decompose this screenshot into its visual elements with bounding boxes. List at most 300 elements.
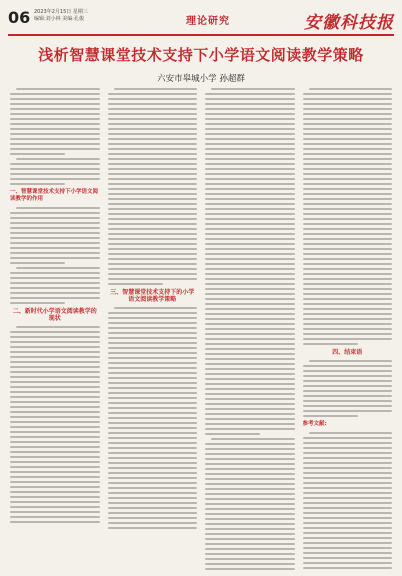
- body-text-line: [108, 337, 198, 339]
- body-text-line: [10, 386, 100, 388]
- body-text-line: [108, 417, 198, 419]
- body-text-line: [10, 103, 100, 105]
- body-text-line: [205, 173, 295, 175]
- body-text-line: [205, 538, 295, 540]
- body-text-line: [108, 233, 198, 235]
- body-text-line: [205, 138, 295, 140]
- body-text-line: [10, 341, 100, 343]
- body-text-line: [10, 336, 100, 338]
- body-text-line: [10, 381, 100, 383]
- body-text-line: [108, 407, 198, 409]
- body-text-line: [10, 426, 100, 428]
- body-text-line: [108, 263, 198, 265]
- body-text-line: [205, 328, 295, 330]
- body-text-line: [10, 252, 100, 254]
- body-text-line: [205, 98, 295, 100]
- body-text-line: [108, 497, 198, 499]
- body-text-line: [211, 438, 295, 440]
- body-text-line: [303, 248, 393, 250]
- body-text-line: [108, 223, 198, 225]
- section-heading: 四、结束语: [332, 349, 363, 356]
- body-text-line: [10, 287, 100, 289]
- body-text-line: [205, 313, 295, 315]
- body-text-line: [108, 442, 198, 444]
- section-heading: 二、新时代小学语文阅读教学的现状: [12, 308, 97, 322]
- body-text-line: [303, 188, 393, 190]
- body-text-line: [108, 273, 198, 275]
- body-text-line: [205, 373, 295, 375]
- body-text-line: [108, 412, 198, 414]
- body-text-line: [108, 153, 198, 155]
- body-text-line: [205, 488, 295, 490]
- body-text-line: [108, 392, 198, 394]
- body-text-line: [10, 411, 100, 413]
- body-text-line: [205, 493, 295, 495]
- body-text-line: [10, 98, 100, 100]
- body-text-line: [108, 98, 198, 100]
- body-text-line: [108, 143, 198, 145]
- body-text-line: [114, 307, 198, 309]
- body-text-line: [205, 263, 295, 265]
- body-text-line: [108, 357, 198, 359]
- body-text-line: [108, 178, 198, 180]
- body-text-line: [303, 118, 393, 120]
- body-text-line: [303, 183, 393, 185]
- body-text-line: [205, 193, 295, 195]
- body-text-line: [108, 487, 198, 489]
- body-text-line: [205, 553, 295, 555]
- body-text-line: [303, 113, 393, 115]
- body-text-line: [10, 138, 100, 140]
- body-text-line: [108, 312, 198, 314]
- body-text-line: [303, 447, 393, 449]
- body-text-line: [205, 333, 295, 335]
- body-text-line: [303, 323, 393, 325]
- body-text-line: [303, 158, 393, 160]
- body-text-line: [303, 462, 393, 464]
- body-text-line: [108, 492, 198, 494]
- body-text-line: [205, 358, 295, 360]
- body-text-line: [108, 228, 198, 230]
- body-text-line: [205, 288, 295, 290]
- body-text-line: [16, 326, 100, 328]
- body-text-line: [108, 372, 198, 374]
- body-text-line: [205, 318, 295, 320]
- body-text-line: [108, 128, 198, 130]
- body-text-line: [205, 348, 295, 350]
- body-text-line: [205, 408, 295, 410]
- body-text-line: [205, 148, 295, 150]
- body-text-line: [303, 542, 393, 544]
- body-text-line: [303, 203, 393, 205]
- body-text-line: [205, 428, 295, 430]
- body-text-line: [205, 93, 295, 95]
- body-text-line: [205, 548, 295, 550]
- body-text-line: [108, 507, 198, 509]
- body-text-line: [108, 188, 198, 190]
- body-text-line: [10, 361, 100, 363]
- body-text-line: [10, 153, 65, 155]
- body-text-line: [303, 138, 393, 140]
- body-text-line: [10, 521, 100, 523]
- body-text-line: [205, 178, 295, 180]
- body-text-line: [10, 516, 100, 518]
- text-column-1: [10, 88, 100, 570]
- body-text-line: [303, 328, 393, 330]
- body-text-line: [108, 198, 198, 200]
- body-text-line: [10, 237, 100, 239]
- body-text-line: [303, 98, 393, 100]
- body-text-line: [211, 88, 295, 90]
- body-text-line: [108, 387, 198, 389]
- body-text-line: [205, 483, 295, 485]
- body-text-line: [303, 467, 393, 469]
- body-text-line: [10, 471, 100, 473]
- body-text-line: [10, 506, 100, 508]
- body-text-line: [108, 283, 163, 285]
- body-text-line: [205, 293, 295, 295]
- body-text-line: [205, 363, 295, 365]
- body-text-line: [205, 498, 295, 500]
- body-text-line: [108, 193, 198, 195]
- body-text-line: [108, 138, 198, 140]
- body-text-line: [303, 338, 393, 340]
- body-text-line: [303, 298, 393, 300]
- body-text-line: [108, 472, 198, 474]
- body-text-line: [108, 362, 198, 364]
- body-text-line: [108, 452, 198, 454]
- body-text-line: [303, 103, 393, 105]
- body-text-line: [205, 248, 295, 250]
- body-text-line: [10, 486, 100, 488]
- body-text-line: [10, 371, 100, 373]
- body-text-line: [303, 452, 393, 454]
- body-text-line: [108, 118, 198, 120]
- body-text-line: [10, 242, 100, 244]
- section-heading: 三、智慧课堂技术支持下的小学语文阅读教学策略: [110, 289, 195, 303]
- body-text-line: [303, 238, 393, 240]
- body-text-line: [10, 302, 65, 304]
- body-text-line: [303, 375, 393, 377]
- body-text-line: [303, 537, 393, 539]
- body-text-line: [10, 297, 100, 299]
- body-text-line: [303, 552, 393, 554]
- body-text-line: [108, 278, 198, 280]
- body-text-line: [108, 342, 198, 344]
- body-text-line: [10, 128, 100, 130]
- body-text-line: [108, 123, 198, 125]
- body-text-line: [108, 113, 198, 115]
- body-text-line: [10, 168, 100, 170]
- body-text-line: [205, 533, 295, 535]
- body-text-line: [10, 143, 100, 145]
- body-text-line: [303, 482, 393, 484]
- body-text-line: [303, 472, 393, 474]
- body-text-line: [108, 402, 198, 404]
- body-text-line: [205, 343, 295, 345]
- body-text-line: [205, 448, 295, 450]
- body-text-line: [303, 517, 393, 519]
- body-text-line: [108, 208, 198, 210]
- body-text-line: [205, 513, 295, 515]
- body-text-line: [303, 308, 393, 310]
- body-text-line: [205, 208, 295, 210]
- body-text-line: [108, 163, 198, 165]
- body-text-line: [10, 436, 100, 438]
- body-text-line: [303, 415, 358, 417]
- body-text-line: [205, 198, 295, 200]
- body-text-line: [205, 523, 295, 525]
- body-text-line: [108, 397, 198, 399]
- body-text-line: [108, 347, 198, 349]
- body-text-line: [10, 227, 100, 229]
- body-text-line: [108, 238, 198, 240]
- body-text-line: [303, 390, 393, 392]
- body-text-line: [10, 292, 100, 294]
- body-text-line: [205, 413, 295, 415]
- body-text-line: [205, 143, 295, 145]
- section-title: 理论研究: [186, 16, 230, 27]
- body-text-line: [309, 88, 393, 90]
- body-text-line: [303, 228, 393, 230]
- body-text-line: [10, 441, 100, 443]
- body-text-line: [10, 272, 100, 274]
- body-text-line: [303, 293, 393, 295]
- body-text-line: [205, 218, 295, 220]
- body-text-line: [108, 148, 198, 150]
- body-text-line: [10, 376, 100, 378]
- body-text-line: [10, 406, 100, 408]
- body-text-line: [10, 511, 100, 513]
- body-text-line: [205, 503, 295, 505]
- body-text-line: [303, 343, 358, 345]
- body-text-line: [205, 453, 295, 455]
- body-text-line: [303, 268, 393, 270]
- body-text-line: [10, 416, 100, 418]
- body-text-line: [10, 93, 100, 95]
- body-text-line: [205, 378, 295, 380]
- section-heading: 参考文献:: [302, 421, 327, 427]
- body-text-line: [10, 466, 100, 468]
- body-text-line: [10, 351, 100, 353]
- body-text-line: [205, 423, 295, 425]
- body-text-line: [303, 258, 393, 260]
- body-text-line: [10, 163, 100, 165]
- body-text-line: [303, 233, 393, 235]
- body-text-line: [303, 143, 393, 145]
- body-text-line: [205, 398, 295, 400]
- body-text-line: [10, 391, 100, 393]
- body-text-line: [205, 133, 295, 135]
- body-text-line: [205, 253, 295, 255]
- body-text-line: [205, 268, 295, 270]
- body-text-line: [303, 253, 393, 255]
- body-text-line: [10, 461, 100, 463]
- body-text-line: [303, 198, 393, 200]
- text-column-3: [205, 88, 295, 570]
- body-text-line: [303, 93, 393, 95]
- body-text-line: [205, 233, 295, 235]
- body-text-line: [303, 173, 393, 175]
- body-text-line: [10, 431, 100, 433]
- body-text-line: [10, 247, 100, 249]
- body-text-line: [205, 458, 295, 460]
- body-text-line: [205, 113, 295, 115]
- body-text-line: [303, 380, 393, 382]
- date-line: [34, 9, 88, 23]
- body-text-line: [303, 153, 393, 155]
- body-text-line: [303, 123, 393, 125]
- body-text-line: [10, 496, 100, 498]
- body-text-line: [10, 232, 100, 234]
- body-text-line: [205, 213, 295, 215]
- body-text-line: [205, 238, 295, 240]
- body-text-line: [108, 268, 198, 270]
- body-text-line: [205, 258, 295, 260]
- body-text-line: [108, 482, 198, 484]
- body-text-line: [205, 388, 295, 390]
- body-text-line: [303, 547, 393, 549]
- body-text-line: [205, 508, 295, 510]
- body-text-line: [205, 323, 295, 325]
- body-text-line: [303, 487, 393, 489]
- body-text-line: [10, 148, 100, 150]
- body-text-line: [205, 223, 295, 225]
- body-text-line: [10, 173, 100, 175]
- body-text-line: [303, 365, 393, 367]
- body-text-line: [205, 518, 295, 520]
- body-text-line: [108, 218, 198, 220]
- article-byline: 六安市皋城小学 孙超群: [157, 74, 245, 84]
- body-text-line: [108, 502, 198, 504]
- body-text-line: [205, 308, 295, 310]
- body-text-line: [10, 257, 100, 259]
- body-text-line: [108, 213, 198, 215]
- body-text-line: [303, 333, 393, 335]
- body-text-line: [303, 497, 393, 499]
- body-text-line: [303, 263, 393, 265]
- body-text-line: [10, 222, 100, 224]
- body-text-line: [303, 168, 393, 170]
- body-text-line: [108, 108, 198, 110]
- body-text-line: [205, 568, 295, 570]
- body-text-line: [10, 356, 100, 358]
- body-text-line: [205, 303, 295, 305]
- body-text-line: [108, 327, 198, 329]
- body-text-line: [10, 113, 100, 115]
- body-text-line: [10, 421, 100, 423]
- body-text-line: [108, 377, 198, 379]
- body-text-line: [205, 163, 295, 165]
- body-text-line: [303, 567, 393, 569]
- date-line-2: 编辑:刘小林 美编:孔俊: [34, 16, 84, 22]
- body-text-line: [205, 383, 295, 385]
- body-text-line: [108, 317, 198, 319]
- body-text-line: [309, 360, 393, 362]
- body-text-line: [10, 481, 100, 483]
- body-text-line: [205, 338, 295, 340]
- body-text-line: [303, 410, 393, 412]
- body-text-line: [303, 273, 393, 275]
- body-text-line: [303, 400, 393, 402]
- body-text-line: [303, 163, 393, 165]
- body-text-line: [10, 118, 100, 120]
- body-text-line: [303, 303, 393, 305]
- body-text-line: [108, 422, 198, 424]
- body-text-line: [303, 283, 393, 285]
- body-text-line: [10, 183, 65, 185]
- page-number: 06: [8, 8, 31, 27]
- body-text-line: [108, 203, 198, 205]
- text-column-4: [303, 88, 393, 570]
- body-text-line: [303, 213, 393, 215]
- body-text-line: [303, 437, 393, 439]
- body-text-line: [205, 118, 295, 120]
- body-text-line: [10, 401, 100, 403]
- body-text-line: [303, 562, 393, 564]
- body-text-line: [10, 108, 100, 110]
- body-text-line: [108, 447, 198, 449]
- body-text-line: [303, 218, 393, 220]
- body-text-line: [205, 243, 295, 245]
- body-text-line: [303, 442, 393, 444]
- body-text-line: [303, 193, 393, 195]
- body-text-line: [108, 258, 198, 260]
- body-text-line: [303, 385, 393, 387]
- body-text-line: [205, 563, 295, 565]
- body-text-line: [303, 318, 393, 320]
- body-text-line: [10, 366, 100, 368]
- body-text-line: [205, 203, 295, 205]
- body-text-line: [108, 248, 198, 250]
- body-text-line: [108, 527, 198, 529]
- body-text-line: [303, 502, 393, 504]
- body-text-line: [205, 153, 295, 155]
- body-text-line: [205, 468, 295, 470]
- body-text-line: [303, 457, 393, 459]
- body-text-line: [108, 243, 198, 245]
- body-text-line: [303, 522, 393, 524]
- body-text-line: [303, 108, 393, 110]
- body-text-line: [114, 88, 198, 90]
- body-text-line: [205, 528, 295, 530]
- body-text-line: [16, 158, 100, 160]
- body-text-line: [303, 395, 393, 397]
- body-text-line: [303, 278, 393, 280]
- body-text-line: [303, 133, 393, 135]
- body-text-line: [10, 501, 100, 503]
- body-text-line: [108, 173, 198, 175]
- body-text-line: [205, 558, 295, 560]
- body-text-line: [108, 332, 198, 334]
- body-text-line: [10, 178, 100, 180]
- body-text-line: [205, 418, 295, 420]
- body-text-line: [205, 463, 295, 465]
- body-text-line: [108, 183, 198, 185]
- body-text-line: [303, 128, 393, 130]
- body-text-line: [10, 476, 100, 478]
- date-line-1: 2023年2月15日 星期三: [34, 9, 88, 15]
- body-text-line: [108, 382, 198, 384]
- body-text-line: [10, 446, 100, 448]
- body-text-line: [303, 288, 393, 290]
- body-text-line: [303, 313, 393, 315]
- body-text-line: [205, 188, 295, 190]
- body-text-line: [108, 168, 198, 170]
- body-text-line: [108, 253, 198, 255]
- body-text-line: [10, 123, 100, 125]
- body-text-line: [205, 543, 295, 545]
